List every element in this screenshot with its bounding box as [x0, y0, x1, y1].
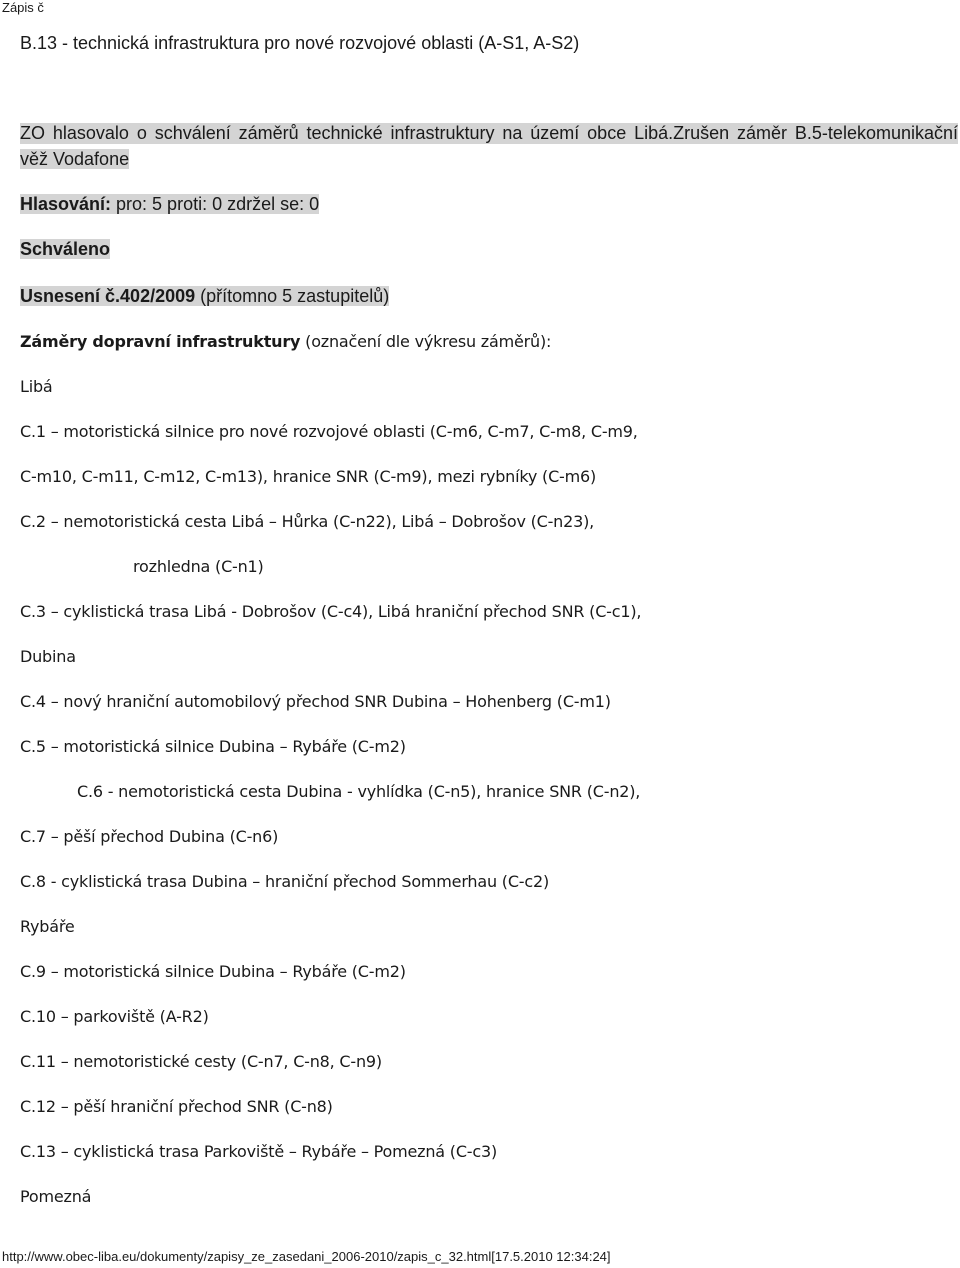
list-item: C.5 – motoristická silnice Dubina – Rybáře (C-m2) [20, 737, 406, 756]
result-approved: Schváleno [20, 239, 111, 259]
list-item: Rybáře [20, 917, 75, 936]
list-item: C.4 – nový hraniční automobilový přechod SNR Dubina – Hohenberg (C-m1) [20, 692, 611, 711]
transport-heading: Záměry dopravní infrastruktury (označení dle výkresu záměrů): [20, 332, 552, 351]
list-item: C.10 – parkoviště (A-R2) [20, 1007, 209, 1026]
list-item: rozhledna (C-n1) [133, 557, 264, 576]
list-item: Dubina [20, 647, 76, 666]
statement-line-2: věž Vodafone [20, 149, 130, 169]
vote-label: Hlasování: [20, 194, 112, 214]
list-item: C.3 – cyklistická trasa Libá - Dobrošov (C-c4), Libá hraniční přechod SNR (C-c1), [20, 602, 642, 621]
statement-line-1: ZO hlasovalo o schválení záměrů technické infrastruktury na území obce Libá.Zrušen záměr B.5-telekomunikační [20, 123, 958, 143]
resolution-attendance: (přítomno 5 zastupitelů) [195, 286, 390, 306]
list-item: C.11 – nemotoristické cesty (C-n7, C-n8, C-n9) [20, 1052, 382, 1071]
vote-counts: pro: 5 proti: 0 zdržel se: 0 [111, 194, 320, 214]
list-item: C.7 – pěší přechod Dubina (C-n6) [20, 827, 279, 846]
page-header: Zápis č [2, 0, 44, 15]
list-item: C.2 – nemotoristická cesta Libá – Hůrka (C-n22), Libá – Dobrošov (C-n23), [20, 512, 595, 531]
vote-line [20, 194, 319, 215]
list-item: C.6 - nemotoristická cesta Dubina - vyhlídka (C-n5), hranice SNR (C-n2), [77, 782, 641, 801]
resolution-number: Usnesení č.402/2009 [20, 286, 196, 306]
list-item: Libá [20, 377, 53, 396]
list-item: C.13 – cyklistická trasa Parkoviště – Rybáře – Pomezná (C-c3) [20, 1142, 498, 1161]
section-title: B.13 - technická infrastruktura pro nové rozvojové oblasti (A-S1, A-S2) [20, 33, 580, 53]
list-item: C-m10, C-m11, C-m12, C-m13), hranice SNR (C-m9), mezi rybníky (C-m6) [20, 467, 597, 486]
resolution-line [20, 286, 389, 307]
list-item: C.9 – motoristická silnice Dubina – Rybáře (C-m2) [20, 962, 406, 981]
page-footer-url: http://www.obec-liba.eu/dokumenty/zapisy_ze_zasedani_2006-2010/zapis_c_32.html[17.5.2010 12:34:24] [2, 1249, 611, 1264]
list-item: C.1 – motoristická silnice pro nové rozvojové oblasti (C-m6, C-m7, C-m8, C-m9, [20, 422, 638, 441]
list-item: Pomezná [20, 1187, 92, 1206]
list-item: C.8 - cyklistická trasa Dubina – hraniční přechod Sommerhau (C-c2) [20, 872, 550, 891]
list-item: C.12 – pěší hraniční přechod SNR (C-n8) [20, 1097, 333, 1116]
